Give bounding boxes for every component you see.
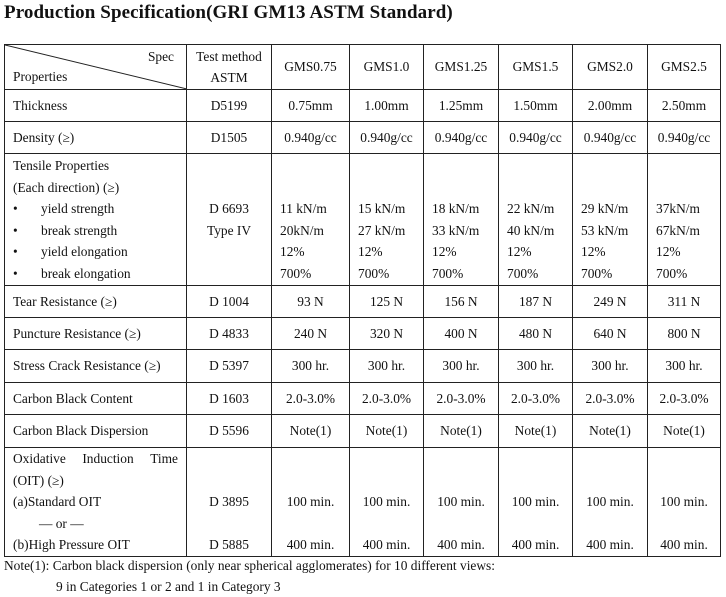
value-cell: 249 N: [573, 286, 648, 318]
header-spec-label: Spec: [147, 49, 174, 64]
value-cell: 22 kN/m 40 kN/m 12% 700%: [499, 154, 573, 286]
test-method: D1505: [187, 122, 272, 154]
value-cell: 1.50mm: [499, 90, 573, 122]
value-cell: Note(1): [350, 415, 424, 448]
row-label-tensile: Tensile Properties (Each direction) (≥) • yield strength • break strength • yield elongation • break elongation: [5, 154, 187, 286]
value-cell: 311 N: [648, 286, 721, 318]
value-cell: 37kN/m 67kN/m 12% 700%: [648, 154, 721, 286]
test-method: D5199: [187, 90, 272, 122]
test-method: D 5397: [187, 350, 272, 383]
value-cell: 300 hr.: [648, 350, 721, 383]
row-carbon-black-dispersion: [5, 415, 721, 448]
header-diagonal-cell: [5, 45, 187, 90]
test-method: D 6693 Type IV: [187, 154, 272, 286]
row-tensile: [5, 154, 721, 286]
value-cell: 93 N: [272, 286, 350, 318]
value-cell: 300 hr.: [424, 350, 499, 383]
row-label: Thickness: [5, 90, 187, 122]
value-cell: 300 hr.: [350, 350, 424, 383]
value-cell: 0.940g/cc: [648, 122, 721, 154]
page-title: Production Specification(GRI GM13 ASTM Standard): [4, 2, 453, 23]
value-cell: 15 kN/m 27 kN/m 12% 700%: [350, 154, 424, 286]
value-cell: 100 min. 400 min.: [573, 448, 648, 557]
row-stress-crack: [5, 350, 721, 383]
bullet-icon: •: [13, 265, 18, 281]
bullet-icon: •: [13, 201, 18, 216]
value-cell: Note(1): [272, 415, 350, 448]
specification-table: [4, 44, 721, 557]
value-cell: 2.0-3.0%: [573, 383, 648, 415]
header-grade: GMS0.75: [272, 45, 350, 90]
value-cell: 2.0-3.0%: [499, 383, 573, 415]
value-cell: 1.25mm: [424, 90, 499, 122]
bullet-icon: •: [13, 244, 18, 259]
value-cell: 400 N: [424, 318, 499, 350]
value-cell: 480 N: [499, 318, 573, 350]
test-method: D 1603: [187, 383, 272, 415]
value-cell: 0.940g/cc: [272, 122, 350, 154]
row-label: Puncture Resistance (≥): [5, 318, 187, 350]
value-cell: 100 min. 400 min.: [499, 448, 573, 557]
header-properties-label: Properties: [13, 69, 68, 84]
value-cell: 2.0-3.0%: [648, 383, 721, 415]
row-label: Carbon Black Content: [5, 383, 187, 415]
row-label: Carbon Black Dispersion: [5, 415, 187, 448]
header-grade: GMS2.0: [573, 45, 648, 90]
row-density: [5, 122, 721, 154]
value-cell: 100 min. 400 min.: [272, 448, 350, 557]
value-cell: 100 min. 400 min.: [424, 448, 499, 557]
value-cell: 300 hr.: [573, 350, 648, 383]
test-method: D 4833: [187, 318, 272, 350]
value-cell: 0.940g/cc: [350, 122, 424, 154]
value-cell: 300 hr.: [499, 350, 573, 383]
value-cell: 0.940g/cc: [573, 122, 648, 154]
value-cell: 2.00mm: [573, 90, 648, 122]
bullet-icon: •: [13, 222, 18, 238]
footnote-line: 9 in Categories 1 or 2 and 1 in Category 3: [56, 579, 281, 594]
value-cell: 240 N: [272, 318, 350, 350]
row-carbon-black-content: [5, 383, 721, 415]
value-cell: 0.940g/cc: [499, 122, 573, 154]
row-puncture: [5, 318, 721, 350]
value-cell: 18 kN/m 33 kN/m 12% 700%: [424, 154, 499, 286]
header-row: [5, 45, 721, 90]
value-cell: 100 min. 400 min.: [350, 448, 424, 557]
value-cell: 800 N: [648, 318, 721, 350]
value-cell: 640 N: [573, 318, 648, 350]
value-cell: 125 N: [350, 286, 424, 318]
value-cell: 0.940g/cc: [424, 122, 499, 154]
header-grade: GMS2.5: [648, 45, 721, 90]
value-cell: 2.0-3.0%: [424, 383, 499, 415]
value-cell: Note(1): [424, 415, 499, 448]
value-cell: 29 kN/m 53 kN/m 12% 700%: [573, 154, 648, 286]
value-cell: 156 N: [424, 286, 499, 318]
value-cell: Note(1): [499, 415, 573, 448]
footnote: [4, 555, 495, 597]
row-label-oit: Oxidative Induction Time (OIT) (≥) (a)Standard OIT — or — (b)High Pressure OIT: [5, 448, 187, 557]
row-label: Stress Crack Resistance (≥): [5, 350, 187, 383]
value-cell: 2.50mm: [648, 90, 721, 122]
footnote-line: Note(1): Carbon black dispersion (only near spherical agglomerates) for 10 different views:: [4, 558, 495, 573]
header-test-method: Test method ASTM: [187, 45, 272, 90]
header-grade: GMS1.0: [350, 45, 424, 90]
value-cell: 300 hr.: [272, 350, 350, 383]
test-method: D 1004: [187, 286, 272, 318]
header-grade: GMS1.5: [499, 45, 573, 90]
test-method: D 5596: [187, 415, 272, 448]
value-cell: 11 kN/m 20kN/m 12% 700%: [272, 154, 350, 286]
header-grade: GMS1.25: [424, 45, 499, 90]
row-thickness: [5, 90, 721, 122]
value-cell: Note(1): [648, 415, 721, 448]
value-cell: 100 min. 400 min.: [648, 448, 721, 557]
value-cell: 0.75mm: [272, 90, 350, 122]
test-method: D 3895 D 5885: [187, 448, 272, 557]
row-tear: [5, 286, 721, 318]
row-label: Tear Resistance (≥): [5, 286, 187, 318]
value-cell: 320 N: [350, 318, 424, 350]
value-cell: Note(1): [573, 415, 648, 448]
value-cell: 2.0-3.0%: [272, 383, 350, 415]
value-cell: 1.00mm: [350, 90, 424, 122]
value-cell: 187 N: [499, 286, 573, 318]
row-label: Density (≥): [5, 122, 187, 154]
value-cell: 2.0-3.0%: [350, 383, 424, 415]
row-oit: [5, 448, 721, 557]
